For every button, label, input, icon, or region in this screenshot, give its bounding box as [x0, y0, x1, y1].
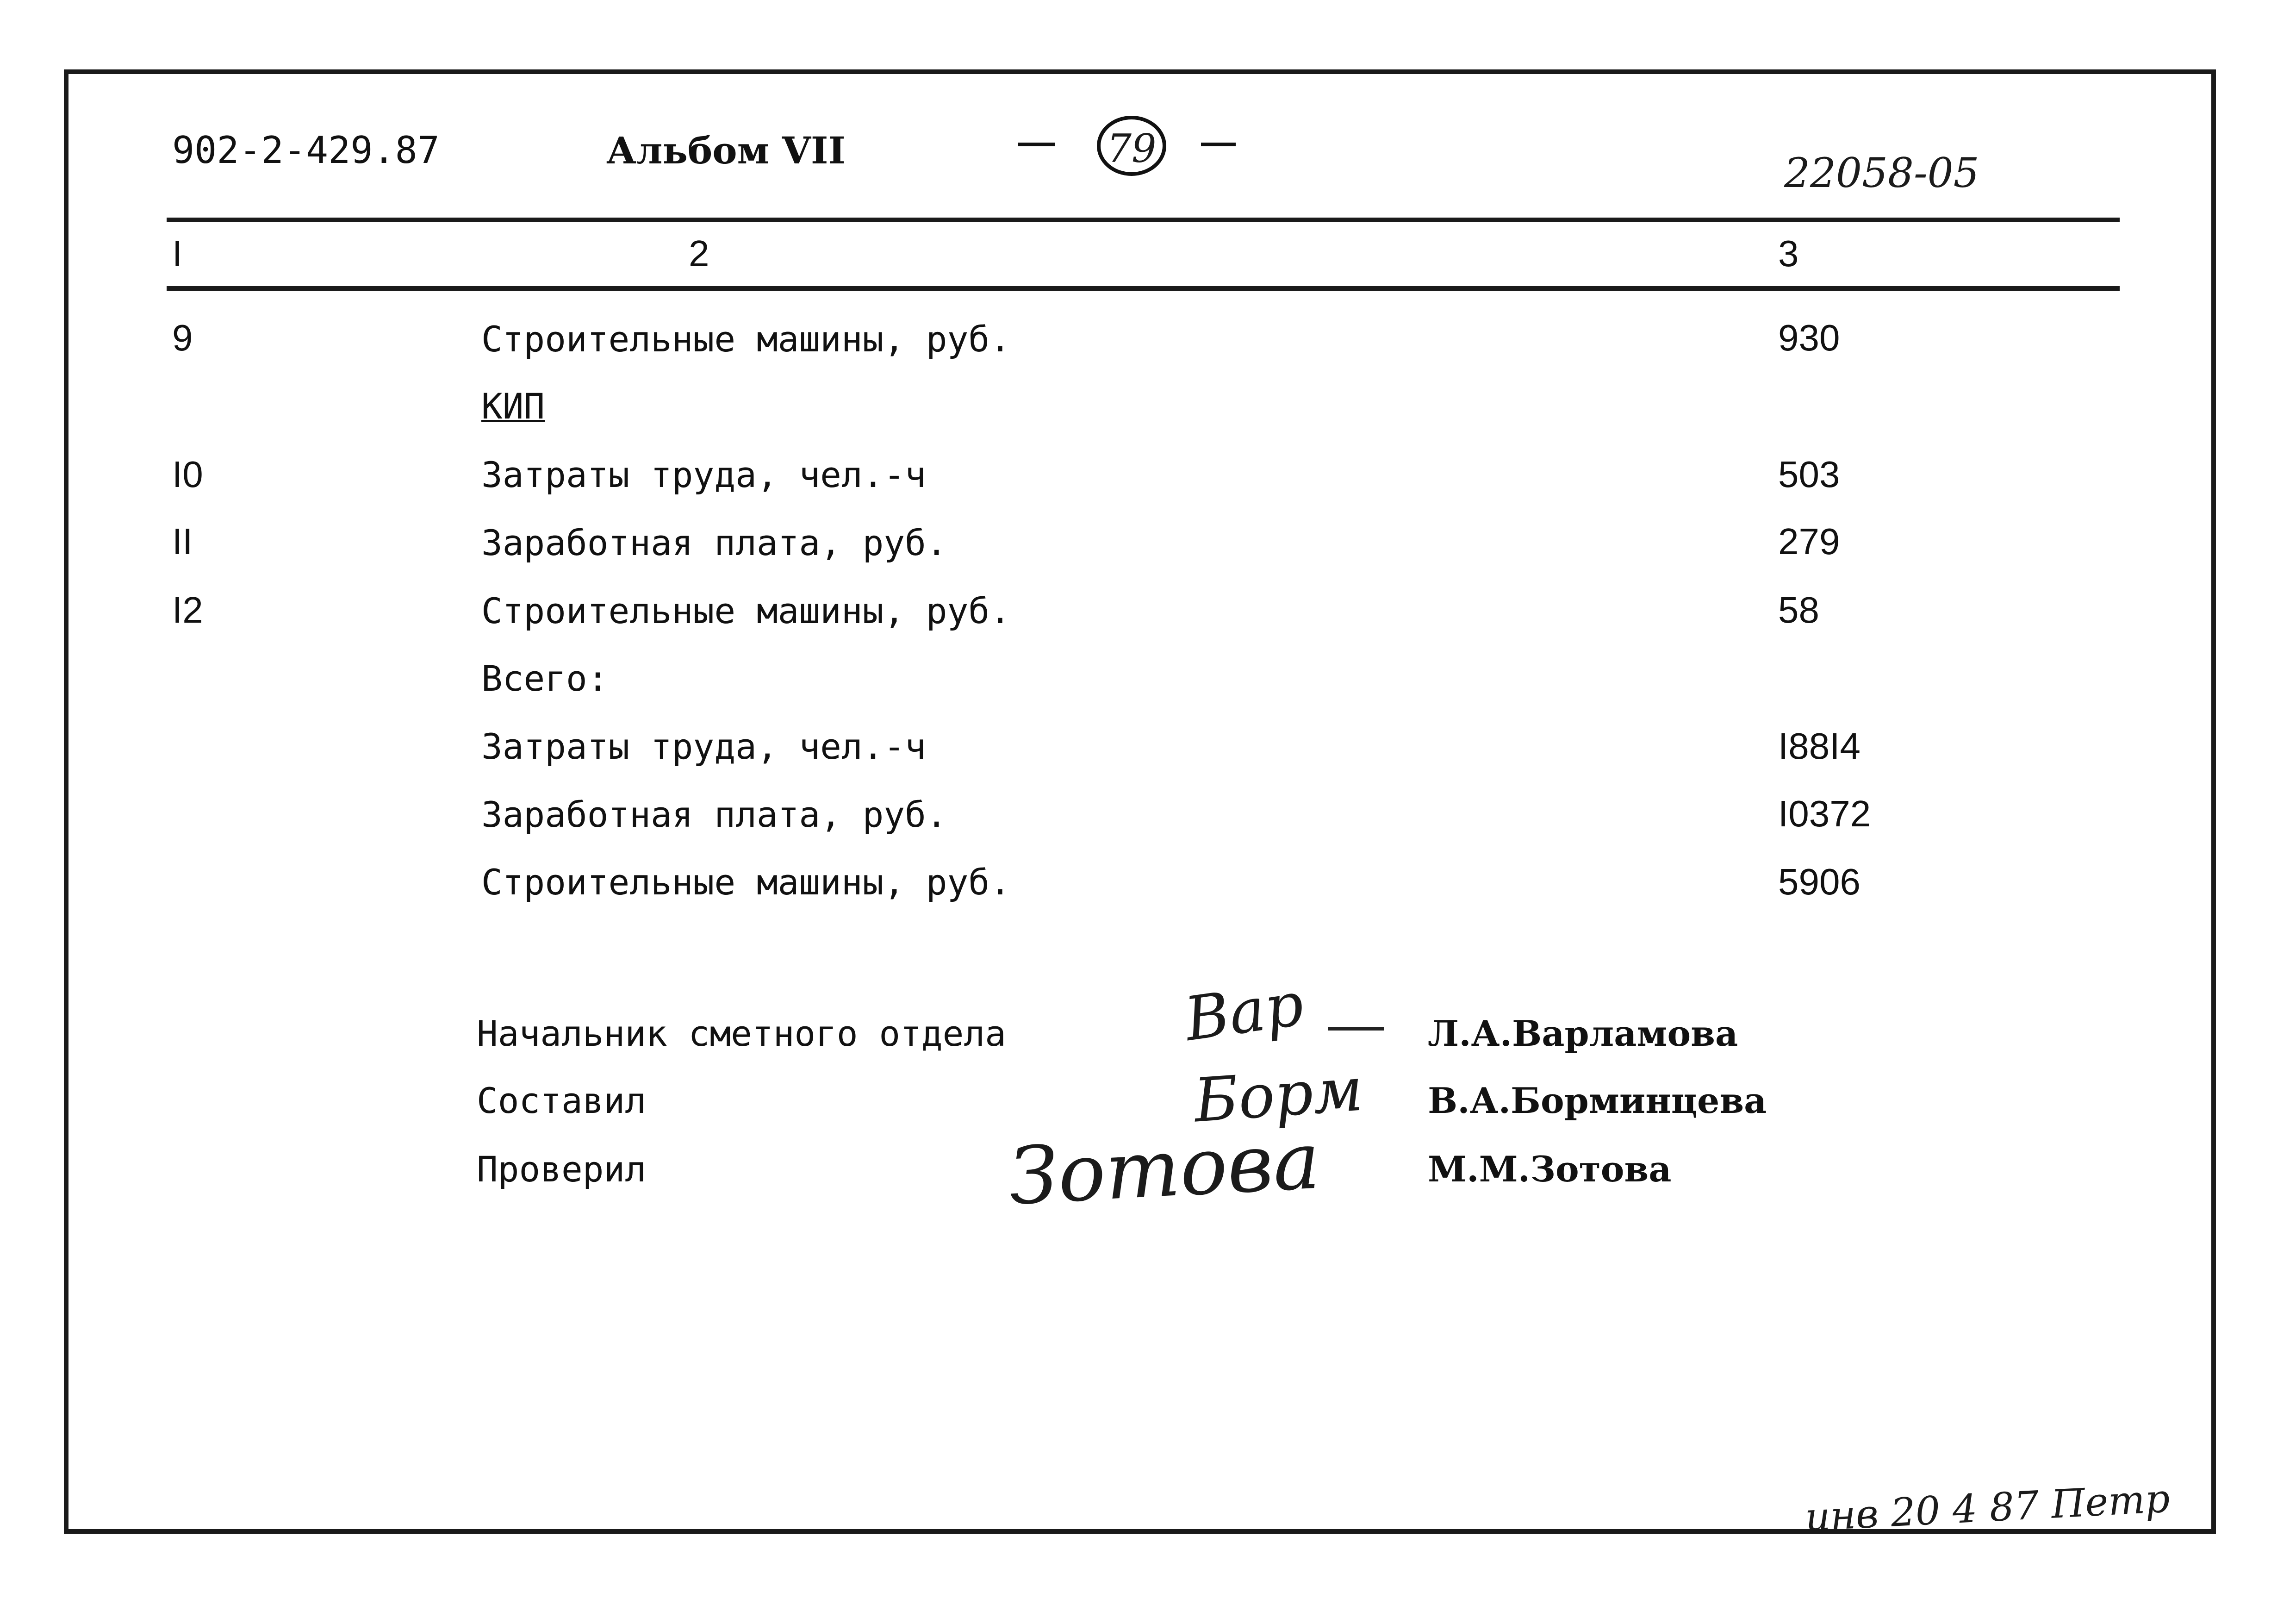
- row-label: Заработная плата, руб.: [481, 522, 947, 563]
- handwritten-signature: Борм: [1192, 1054, 1365, 1136]
- album-label: Альбом VII: [606, 129, 846, 172]
- section-title-kip: КИП: [481, 386, 545, 427]
- column-header-2: 2: [689, 233, 709, 274]
- row-index: I2: [172, 589, 203, 631]
- row-value: 58: [1778, 589, 1819, 631]
- header-rule-top: [167, 218, 2120, 222]
- page-number: 79: [1018, 116, 1236, 185]
- signature-name: М.М.Зотова: [1428, 1149, 1672, 1190]
- row-value: 503: [1778, 454, 1840, 495]
- column-header-1: I: [172, 233, 183, 274]
- row-value: I88I4: [1778, 725, 1860, 767]
- signature-role: Составил: [477, 1080, 647, 1121]
- row-label: Затраты труда, чел.-ч: [481, 454, 926, 495]
- section-title-total: Всего:: [481, 658, 609, 699]
- signature-role: Начальник сметного отдела: [477, 1013, 1006, 1054]
- document-code: 902-2-429.87: [172, 129, 440, 172]
- row-index: II: [172, 521, 193, 562]
- row-value: 5906: [1778, 861, 1860, 902]
- row-value: 279: [1778, 521, 1840, 562]
- signature-name: В.А.Борминцева: [1428, 1080, 1767, 1121]
- handwritten-signature: Зотова: [1007, 1115, 1322, 1223]
- row-label: Строительные машины, руб.: [481, 319, 1011, 360]
- row-label: Строительные машины, руб.: [481, 590, 1011, 631]
- signature-name: Л.А.Варламова: [1428, 1013, 1738, 1054]
- row-value: 930: [1778, 317, 1840, 358]
- row-label: Заработная плата, руб.: [481, 794, 947, 835]
- row-value: I0372: [1778, 793, 1871, 834]
- header-rule-bottom: [167, 286, 2120, 291]
- row-label: Затраты труда, чел.-ч: [481, 726, 926, 767]
- signature-role: Проверил: [477, 1149, 647, 1190]
- row-index: 9: [172, 317, 193, 358]
- column-header-3: 3: [1778, 233, 1799, 274]
- signature-stroke: [1328, 1027, 1384, 1031]
- row-label: Строительные машины, руб.: [481, 862, 1011, 903]
- row-index: I0: [172, 454, 203, 495]
- archive-number: 22058-05: [1784, 149, 1979, 197]
- footer-note: инв 20 4 87 Петр: [1804, 1475, 2171, 1540]
- handwritten-signature: Вар: [1180, 968, 1308, 1055]
